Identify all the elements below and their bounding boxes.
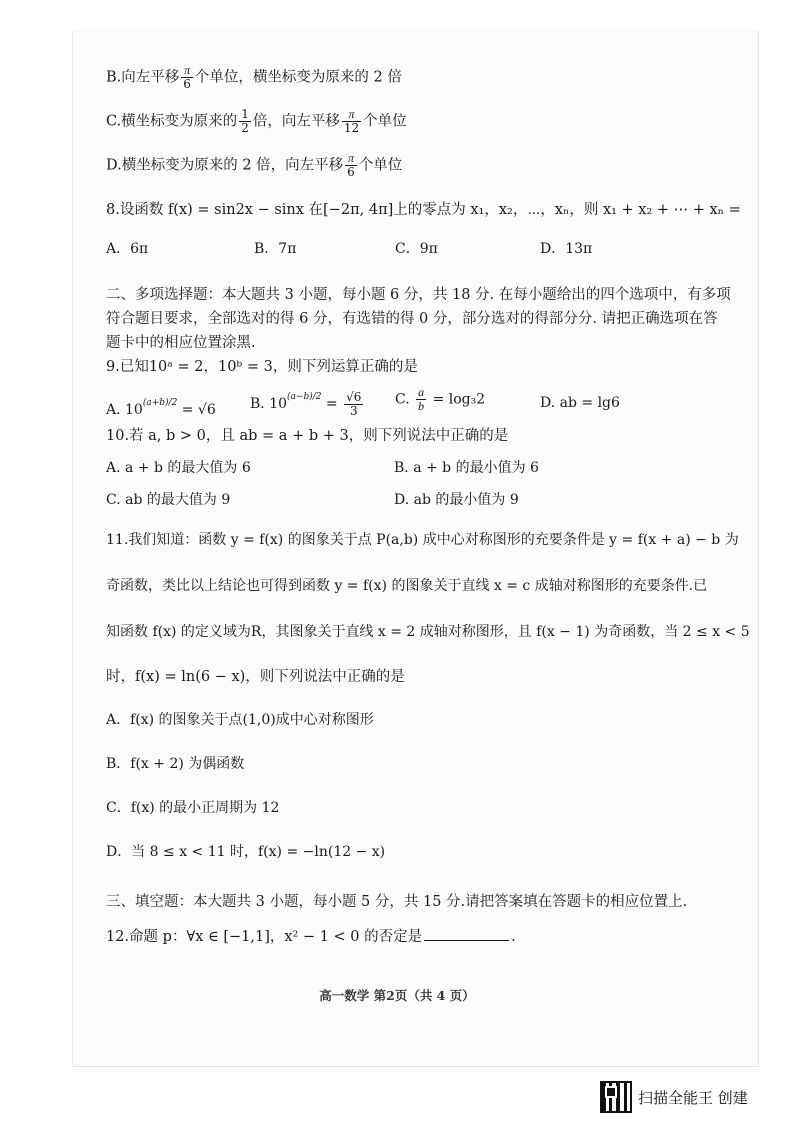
q7-c-text-2: 倍，向左平移: [252, 113, 340, 130]
q11-option-b: B．f(x + 2) 为偶函数: [106, 756, 245, 772]
section2-line1: 二、多项选择题：本大题共 3 小题，每小题 6 分，共 18 分. 在每小题给出的四个选项中，有多项: [106, 287, 731, 303]
q8-option-b: B．7π: [254, 241, 297, 257]
q8-option-a: A．6π: [106, 241, 149, 257]
q7-c-fraction-2: $\frac{\pi}{12}$: [343, 107, 360, 135]
q7-option-d: [106, 152, 734, 179]
q12-stem: 12.命题 p：∀x ∈ [−1,1]，x² − 1 < 0 的否定是 .: [106, 929, 516, 945]
q11-option-d: D．当 8 ≤ x < 11 时，f(x) = −ln(12 − x): [106, 844, 386, 860]
scanner-watermark: [600, 1080, 748, 1114]
qr-code-icon: [600, 1081, 632, 1113]
q10-option-d: D. ab 的最小值为 9: [394, 492, 519, 508]
q9-option-c: C. $\frac{a}{b}$ = log₃2: [395, 385, 486, 413]
q7-c-text-3: 个单位: [363, 113, 407, 130]
q11-line3: 知函数 f(x) 的定义域为R，其图象关于直线 x = 2 成轴对称图形，且 f(x − 1) 为奇函数，当 2 ≤ x < 5: [106, 624, 750, 640]
q9-option-d: D. ab = lg6: [540, 395, 620, 411]
q8-option-d: D．13π: [540, 241, 593, 257]
q11-option-a: A．f(x) 的图象关于点(1,0)成中心对称图形: [106, 712, 374, 728]
page-footer: 高一数学 第2页（共 4 页）: [319, 988, 475, 1003]
q7-d-text-2: 个单位: [358, 157, 403, 174]
q7-c-fraction: $\frac{1}{2}$: [241, 107, 249, 135]
q10-option-b: B. a + b 的最小值为 6: [394, 460, 539, 476]
q7-d-text: D.横坐标变为原来的 2 倍，向左平移: [106, 157, 344, 174]
q7-option-c: [106, 108, 734, 135]
q12-answer-blank: [424, 940, 509, 941]
q7-b-text: B.向左平移: [106, 69, 180, 86]
q8-stem: 8.设函数 f(x) = sin2x − sinx 在[−2π, 4π]上的零点为 x₁，x₂，⋯，xₙ，则 x₁ + x₂ + ⋯ + xₙ =: [106, 202, 741, 218]
q11-line2: 奇函数，类比以上结论也可得到函数 y = f(x) 的图象关于直线 x = c 成轴对称图形的充要条件.已: [106, 578, 708, 594]
q11-line1: 11.我们知道：函数 y = f(x) 的图象关于点 P(a,b) 成中心对称图形的充要条件是 y = f(x + a) − b 为: [106, 532, 739, 548]
q7-b-text-2: 个单位，横坐标变为原来的 2 倍: [194, 69, 402, 86]
q7-c-text: C.横坐标变为原来的: [106, 113, 238, 130]
q7-d-fraction: $\frac{\pi}{6}$: [347, 151, 355, 179]
section2-line3: 题卡中的相应位置涂黑.: [106, 335, 256, 351]
q7-b-fraction: $\frac{\pi}{6}$: [183, 63, 191, 91]
q7-option-b: [106, 64, 734, 91]
q8-option-c: C．9π: [395, 241, 438, 257]
watermark-text: 扫描全能王 创建: [638, 1088, 748, 1107]
q11-line4: 时，f(x) = ln(6 − x)，则下列说法中正确的是: [106, 669, 405, 685]
q11-option-c: C．f(x) 的最小正周期为 12: [106, 800, 280, 816]
q9-option-a: A. $10^{(a+b)/2} = √6$: [106, 398, 216, 418]
q9-stem: 9.已知10ᵃ = 2，10ᵇ = 3，则下列运算正确的是: [106, 359, 418, 375]
q10-stem: 10.若 a, b > 0，且 ab = a + b + 3，则下列说法中正确的是: [106, 428, 509, 444]
section2-line2: 符合题目要求，全部选对的得 6 分，有选错的得 0 分，部分选对的得部分分. 请把正确选项在答: [106, 311, 718, 327]
section3-line1: 三、填空题：本大题共 3 小题，每小题 5 分，共 15 分.请把答案填在答题卡的相应位置上.: [106, 894, 688, 910]
q9-option-b: B. $10^{(a-b)/2}$ = $\frac{√6}{3}$: [250, 389, 362, 418]
q10-option-c: C. ab 的最大值为 9: [106, 492, 231, 508]
q10-option-a: A. a + b 的最大值为 6: [106, 460, 251, 476]
